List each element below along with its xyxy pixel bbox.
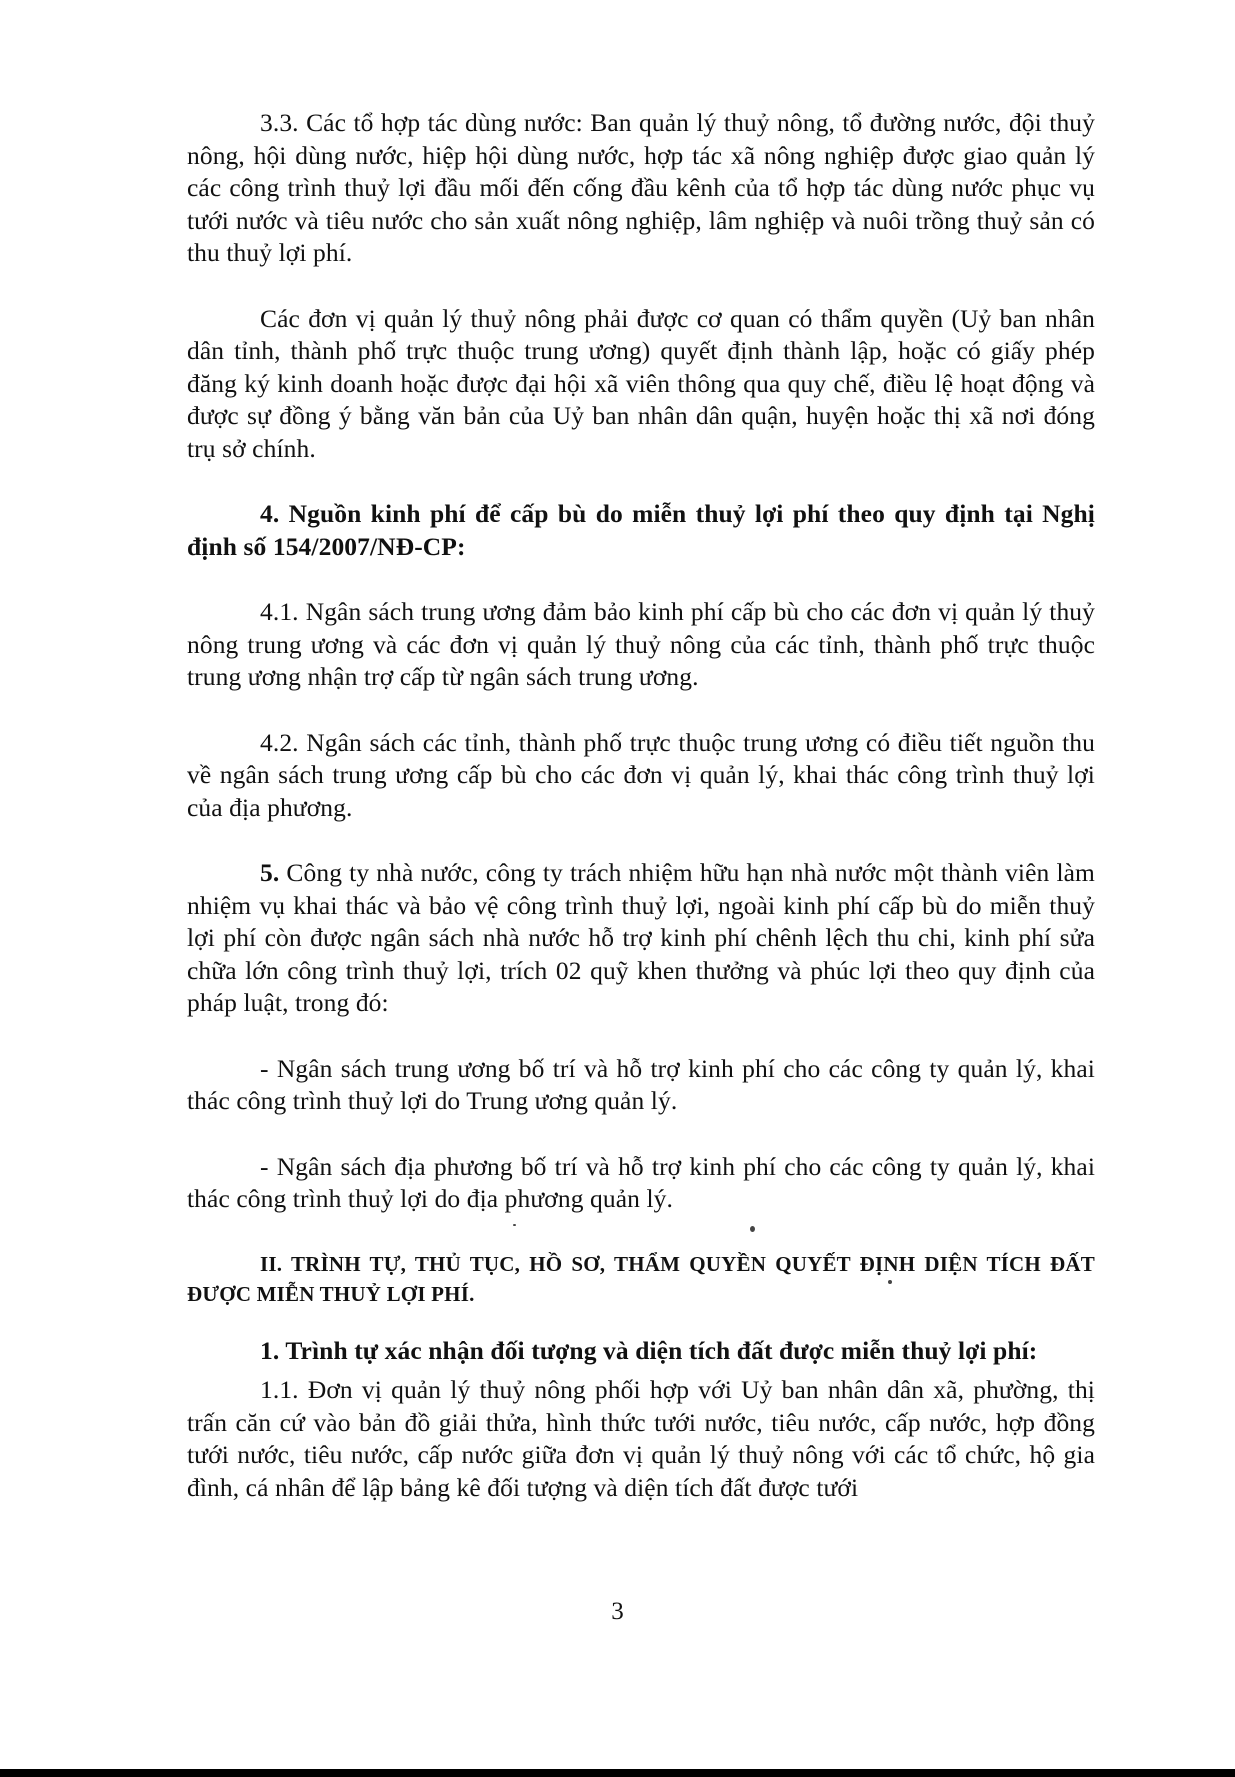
paragraph-5-number: 5. [260, 858, 280, 887]
scan-speck [513, 1224, 516, 1226]
paragraph-central-budget: - Ngân sách trung ương bố trí và hỗ trợ kinh phí cho các công ty quản lý, khai thác công trình thuỷ lợi do Trung ương quản lý. [187, 1053, 1095, 1115]
scan-speck [888, 1280, 892, 1284]
heading-section-1: 1. Trình tự xác nhận đối tượng và diện tích đất được miễn thuỷ lợi phí: [260, 1335, 1038, 1365]
document-body [187, 107, 1095, 1537]
page-number: 3 [611, 1598, 624, 1625]
paragraph-management-units: Các đơn vị quản lý thuỷ nông phải được cơ quan có thẩm quyền (Uỷ ban nhân dân tỉnh, thành phố trực thuộc trung ương) quyết định thành lập, hoặc có giấy phép đăng ký kinh doanh hoặc được đại hội xã viên thông qua quy chế, điều lệ hoạt động và được sự đồng ý bằng văn bản của Uỷ ban nhân dân quận, huyện hoặc thị xã nơi đóng trụ sở chính. [187, 303, 1095, 463]
paragraph-5 [187, 857, 1095, 1020]
paragraph-1-1: 1.1. Đơn vị quản lý thuỷ nông phối hợp với Uỷ ban nhân dân xã, phường, thị trấn căn cứ vào bản đồ giải thửa, hình thức tưới nước, tiêu nước, cấp nước, hợp đồng tưới nước, tiêu nước, cấp nước giữa đơn vị quản lý thuỷ nông với các tổ chức, hộ gia đình, cá nhân để lập bảng kê đối tượng và diện tích đất được tưới [187, 1375, 1095, 1502]
heading-section-II: II. TRÌNH TỰ, THỦ TỤC, HỒ SƠ, THẨM QUYỀN QUYẾT ĐỊNH DIỆN TÍCH ĐẤT ĐƯỢC MIỄN THUỶ LỢI PHÍ. [187, 1251, 1095, 1306]
paragraph-3-3: 3.3. Các tổ hợp tác dùng nước: Ban quản lý thuỷ nông, tổ đường nước, đội thuỷ nông, hội dùng nước, hiệp hội dùng nước, hợp tác xã nông nghiệp được giao quản lý các công trình thuỷ lợi đầu mối đến cống đầu kênh của tổ hợp tác dùng nước phục vụ tưới nước và tiêu nước cho sản xuất nông nghiệp, lâm nghiệp và nuôi trồng thuỷ sản có thu thuỷ lợi phí. [187, 108, 1095, 267]
scan-speck [750, 1226, 755, 1232]
paragraph-4-2: 4.2. Ngân sách các tỉnh, thành phố trực thuộc trung ương có điều tiết nguồn thu về ngân sách trung ương cấp bù cho các đơn vị quản lý, khai thác công trình thuỷ lợi của địa phương. [187, 727, 1095, 822]
paragraph-5-text: Công ty nhà nước, công ty trách nhiệm hữu hạn nhà nước một thành viên làm nhiệm vụ khai thác và bảo vệ công trình thuỷ lợi, ngoài kinh phí cấp bù do miễn thuỷ lợi phí còn được ngân sách nhà nước hỗ trợ kinh phí chênh lệch thu chi, kinh phí sửa chữa lớn công trình thuỷ lợi, trích 02 quỹ khen thưởng và phúc lợi theo quy định của pháp luật, trong đó: [187, 858, 1095, 1017]
paragraph-4-1: 4.1. Ngân sách trung ương đảm bảo kinh phí cấp bù cho các đơn vị quản lý thuỷ nông trung ương và các đơn vị quản lý thuỷ nông của các tỉnh, thành phố trực thuộc trung ương nhận trợ cấp từ ngân sách trung ương. [187, 597, 1095, 691]
heading-section-4: 4. Nguồn kinh phí để cấp bù do miễn thuỷ lợi phí theo quy định tại Nghị định số 154/2007/NĐ-CP: [187, 499, 1095, 561]
paragraph-local-budget: - Ngân sách địa phương bố trí và hỗ trợ kinh phí cho các công ty quản lý, khai thác công trình thuỷ lợi do địa phương quản lý. [187, 1151, 1095, 1213]
scan-bottom-edge [0, 1769, 1235, 1777]
